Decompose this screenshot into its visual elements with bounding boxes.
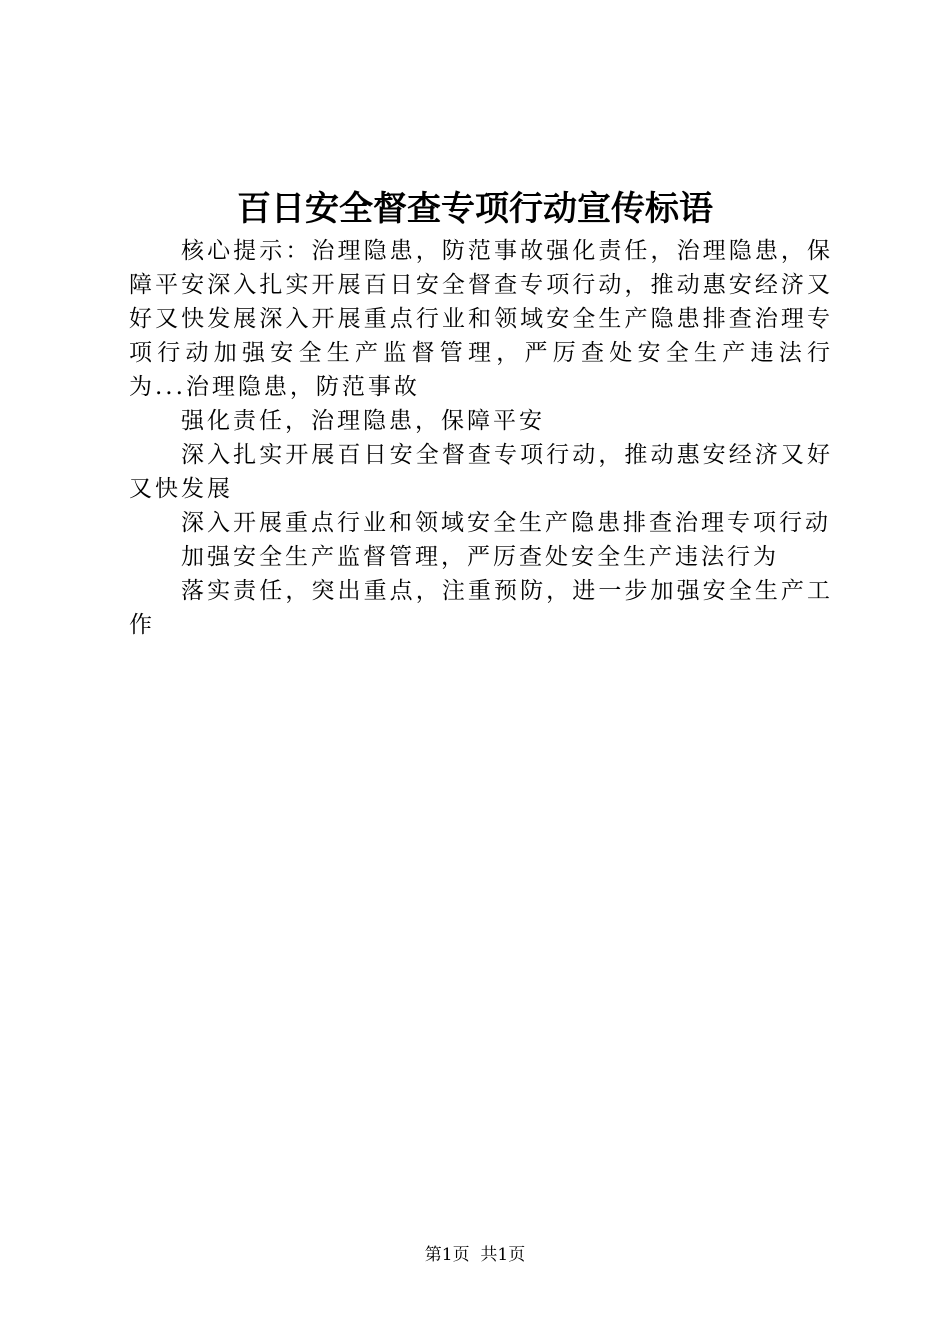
paragraph-slogan-2: 深入扎实开展百日安全督查专项行动，推动惠安经济又好又快发展 — [129, 442, 833, 502]
paragraph-slogan-4: 加强安全生产监督管理，严厉查处安全生产违法行为 — [181, 544, 779, 570]
paragraph-slogan-3: 深入开展重点行业和领域安全生产隐患排查治理专项行动 — [181, 510, 831, 536]
page-number-footer: 第1页 共1页 — [424, 1245, 526, 1265]
document-body — [129, 234, 833, 642]
paragraph-slogan-1: 强化责任，治理隐患，保障平安 — [181, 408, 545, 434]
paragraph-core-tip: 核心提示：治理隐患，防范事故强化责任，治理隐患，保障平安深入扎实开展百日安全督查专项行动，推动惠安经济又好又快发展深入开展重点行业和领域安全生产隐患排查治理专项行动加强安全生产监督管理，严厉查处安全生产违法行为...治理隐患，防范事故 — [129, 238, 833, 400]
document-title: 百日安全督查专项行动宣传标语 — [237, 189, 713, 229]
paragraph-slogan-5: 落实责任，突出重点，注重预防，进一步加强安全生产工作 — [129, 578, 833, 638]
